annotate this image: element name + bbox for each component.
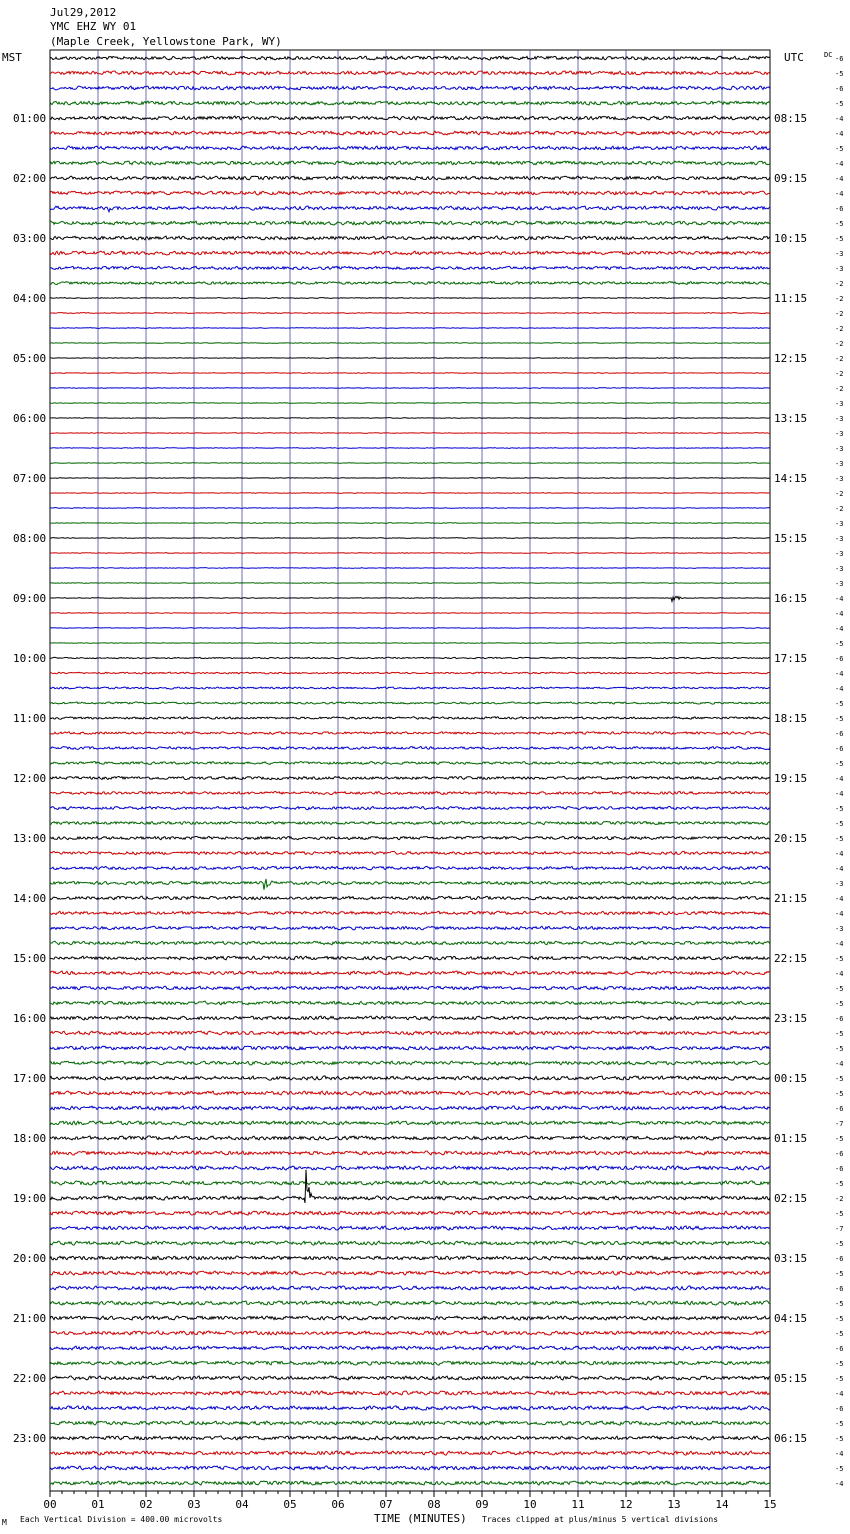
trace-line xyxy=(50,1466,770,1470)
trace-group xyxy=(50,56,770,1485)
x-tick-label: 06 xyxy=(331,1498,345,1511)
dc-offset-label: -2 xyxy=(835,385,844,393)
dc-offset-label: -5 xyxy=(835,1270,844,1278)
dc-offset-labels xyxy=(835,55,843,1488)
dc-offset-label: -4 xyxy=(835,1480,844,1488)
dc-offset-label: -4 xyxy=(835,175,844,183)
trace-line xyxy=(50,657,770,659)
dc-offset-label: -5 xyxy=(835,1360,844,1368)
right-hour-label: 20:15 xyxy=(774,832,808,845)
trace-line xyxy=(50,101,770,105)
trace-line xyxy=(50,1481,770,1485)
dc-offset-label: -5 xyxy=(835,820,844,828)
trace-line xyxy=(50,1151,770,1155)
trace-line xyxy=(50,206,770,212)
trace-line xyxy=(50,1061,770,1065)
right-hour-label: 01:15 xyxy=(774,1132,808,1145)
dc-offset-label: -4 xyxy=(835,625,844,633)
dc-offset-label: -3 xyxy=(835,475,844,483)
dc-offset-label: -3 xyxy=(835,430,844,438)
dc-offset-label: -5 xyxy=(835,1210,844,1218)
trace-line xyxy=(50,1001,770,1005)
trace-line xyxy=(50,478,770,479)
trace-line xyxy=(50,687,770,689)
dc-offset-label: -6 xyxy=(835,1285,844,1293)
trace-line xyxy=(50,116,770,120)
trace-line xyxy=(50,343,770,344)
trace-line xyxy=(50,956,770,960)
left-hour-label: 05:00 xyxy=(13,352,47,365)
trace-line xyxy=(50,986,770,990)
left-hour-label: 23:00 xyxy=(13,1432,47,1445)
left-hour-label: 02:00 xyxy=(13,172,47,185)
dc-offset-label: -4 xyxy=(835,910,844,918)
x-tick-label: 11 xyxy=(571,1498,585,1511)
dc-offset-label: -5 xyxy=(835,1030,844,1038)
record-date: Jul29,2012 xyxy=(50,6,117,19)
trace-line xyxy=(50,643,770,644)
dc-offset-label: -4 xyxy=(835,160,844,168)
trace-line xyxy=(50,1076,770,1080)
dc-offset-label: -6 xyxy=(835,205,844,213)
dc-offset-label: -7 xyxy=(835,1225,844,1233)
trace-line xyxy=(50,1436,770,1440)
right-hour-labels xyxy=(774,112,807,1445)
dc-offset-label: -4 xyxy=(835,850,844,858)
right-hour-label: 08:15 xyxy=(774,112,808,125)
dc-offset-label: -3 xyxy=(835,520,844,528)
left-hour-labels xyxy=(13,112,46,1445)
x-axis xyxy=(43,1491,776,1511)
left-hour-label: 12:00 xyxy=(13,772,47,785)
right-hour-label: 17:15 xyxy=(774,652,808,665)
trace-line xyxy=(50,1106,770,1110)
trace-line xyxy=(50,463,770,464)
dc-offset-label: -4 xyxy=(835,790,844,798)
dc-offset-label: -5 xyxy=(835,1000,844,1008)
right-hour-label: 00:15 xyxy=(774,1072,808,1085)
left-hour-label: 14:00 xyxy=(13,892,47,905)
right-hour-label: 19:15 xyxy=(774,772,808,785)
dc-offset-label: -5 xyxy=(835,1300,844,1308)
dc-offset-label: -5 xyxy=(835,1090,844,1098)
dc-offset-label: -3 xyxy=(835,250,844,258)
trace-line xyxy=(50,508,770,509)
trace-line xyxy=(50,373,770,374)
right-hour-label: 23:15 xyxy=(774,1012,808,1025)
left-hour-label: 19:00 xyxy=(13,1192,47,1205)
trace-line xyxy=(50,1346,770,1350)
dc-offset-label: -4 xyxy=(835,1450,844,1458)
dc-offset-label: -5 xyxy=(835,955,844,963)
dc-offset-label: -3 xyxy=(835,550,844,558)
left-hour-label: 17:00 xyxy=(13,1072,47,1085)
dc-offset-label: -4 xyxy=(835,1390,844,1398)
right-hour-label: 05:15 xyxy=(774,1372,808,1385)
dc-offset-label: -5 xyxy=(835,1315,844,1323)
dc-offset-label: -6 xyxy=(835,85,844,93)
dc-offset-label: -4 xyxy=(835,130,844,138)
trace-line xyxy=(50,1271,770,1275)
trace-line xyxy=(50,1166,770,1170)
trace-line xyxy=(50,328,770,329)
trace-line xyxy=(50,523,770,524)
trace-line xyxy=(50,236,770,240)
right-hour-label: 04:15 xyxy=(774,1312,808,1325)
trace-line xyxy=(50,1256,770,1260)
trace-line xyxy=(50,776,770,779)
x-tick-label: 01 xyxy=(91,1498,105,1511)
dc-offset-label: -3 xyxy=(835,535,844,543)
right-hour-label: 06:15 xyxy=(774,1432,808,1445)
trace-line xyxy=(50,176,770,180)
dc-offset-label: -5 xyxy=(835,700,844,708)
trace-line xyxy=(50,941,770,945)
dc-offset-label: -5 xyxy=(835,1075,844,1083)
trace-line xyxy=(50,1361,770,1365)
dc-offset-label: -4 xyxy=(835,190,844,198)
station-location: (Maple Creek, Yellowstone Park, WY) xyxy=(50,35,282,48)
trace-line xyxy=(50,1016,770,1020)
trace-line xyxy=(50,191,770,195)
trace-line xyxy=(50,791,770,794)
right-hour-label: 12:15 xyxy=(774,352,808,365)
division-scale-note: Each Vertical Division = 400.00 microvolts xyxy=(20,1515,223,1524)
left-hour-label: 18:00 xyxy=(13,1132,47,1145)
right-timezone-label: UTC xyxy=(784,51,804,64)
left-hour-label: 07:00 xyxy=(13,472,47,485)
trace-line xyxy=(50,1391,770,1395)
trace-line xyxy=(50,911,770,915)
trace-line xyxy=(50,613,770,614)
trace-line xyxy=(50,388,770,389)
dc-offset-label: -5 xyxy=(835,70,844,78)
dc-offset-label: -4 xyxy=(835,670,844,678)
x-tick-label: 00 xyxy=(43,1498,57,1511)
dc-offset-label: -5 xyxy=(835,835,844,843)
dc-offset-label: -6 xyxy=(835,1150,844,1158)
dc-offset-label: -5 xyxy=(835,1435,844,1443)
dc-offset-label: -3 xyxy=(835,265,844,273)
trace-line xyxy=(50,447,770,448)
trace-line xyxy=(50,1031,770,1035)
trace-line xyxy=(50,161,770,165)
dc-offset-label: -3 xyxy=(835,565,844,573)
dc-offset-label: -3 xyxy=(835,445,844,453)
station-code: YMC EHZ WY 01 xyxy=(50,20,137,33)
dc-offset-label: -5 xyxy=(835,1180,844,1188)
dc-offset-label: -2 xyxy=(835,1195,844,1203)
trace-line xyxy=(50,1331,770,1335)
chart-grid xyxy=(50,50,770,1491)
right-hour-label: 15:15 xyxy=(774,532,808,545)
dc-offset-label: -3 xyxy=(835,400,844,408)
trace-line xyxy=(50,1421,770,1425)
trace-line xyxy=(50,836,770,839)
left-hour-label: 01:00 xyxy=(13,112,47,125)
trace-line xyxy=(50,762,770,765)
dc-offset-label: -3 xyxy=(835,925,844,933)
x-tick-label: 09 xyxy=(475,1498,489,1511)
left-hour-label: 11:00 xyxy=(13,712,47,725)
left-hour-label: 13:00 xyxy=(13,832,47,845)
trace-line xyxy=(50,538,770,539)
trace-line xyxy=(50,896,770,900)
dc-offset-label: -3 xyxy=(835,880,844,888)
dc-offset-label: -4 xyxy=(835,865,844,873)
right-hour-label: 11:15 xyxy=(774,292,808,305)
trace-line xyxy=(50,418,770,419)
dc-offset-label: -6 xyxy=(835,655,844,663)
trace-line xyxy=(50,596,770,601)
right-hour-label: 18:15 xyxy=(774,712,808,725)
dc-offset-label: -3 xyxy=(835,460,844,468)
trace-line xyxy=(50,926,770,930)
right-hour-label: 03:15 xyxy=(774,1252,808,1265)
trace-line xyxy=(50,56,770,60)
plot-frame xyxy=(50,50,770,1491)
trace-line xyxy=(50,1170,770,1203)
dc-offset-label: -2 xyxy=(835,490,844,498)
trace-line xyxy=(50,866,770,870)
dc-offset-label: -2 xyxy=(835,355,844,363)
dc-offset-label: -5 xyxy=(835,1135,844,1143)
dc-offset-label: -3 xyxy=(835,580,844,588)
trace-line xyxy=(50,1181,770,1185)
trace-line xyxy=(50,821,770,824)
left-timezone-label: MST xyxy=(2,51,22,64)
trace-line xyxy=(50,298,770,299)
trace-line xyxy=(50,86,770,90)
dc-offset-label: -5 xyxy=(835,100,844,108)
dc-offset-label: -6 xyxy=(835,1015,844,1023)
left-hour-label: 10:00 xyxy=(13,652,47,665)
dc-offset-label: -4 xyxy=(835,685,844,693)
left-hour-label: 06:00 xyxy=(13,412,47,425)
dc-offset-label: -6 xyxy=(835,1165,844,1173)
dc-offset-label: -5 xyxy=(835,760,844,768)
trace-line xyxy=(50,1286,770,1290)
dc-offset-label: -4 xyxy=(835,610,844,618)
x-tick-label: 10 xyxy=(523,1498,537,1511)
dc-offset-label: -2 xyxy=(835,340,844,348)
dc-offset-label: -5 xyxy=(835,235,844,243)
dc-offset-label: -6 xyxy=(835,1405,844,1413)
dc-offset-label: -4 xyxy=(835,595,844,603)
dc-offset-label: -5 xyxy=(835,1420,844,1428)
x-tick-label: 07 xyxy=(379,1498,393,1511)
trace-line xyxy=(50,1451,770,1455)
right-hour-label: 14:15 xyxy=(774,472,808,485)
dc-offset-label: -4 xyxy=(835,970,844,978)
trace-line xyxy=(50,1406,770,1410)
dc-offset-label: -5 xyxy=(835,640,844,648)
trace-line xyxy=(50,628,770,629)
trace-line xyxy=(50,493,770,494)
trace-line xyxy=(50,1316,770,1320)
dc-offset-label: -5 xyxy=(835,715,844,723)
dc-offset-label: -5 xyxy=(835,1375,844,1383)
dc-offset-label: -5 xyxy=(835,805,844,813)
dc-offset-label: -5 xyxy=(835,1465,844,1473)
dc-offset-label: -2 xyxy=(835,505,844,513)
dc-offset-label: -6 xyxy=(835,1105,844,1113)
trace-line xyxy=(50,1121,770,1125)
trace-line xyxy=(50,971,770,975)
trace-line xyxy=(50,568,770,569)
left-hour-label: 20:00 xyxy=(13,1252,47,1265)
dc-offset-label: -6 xyxy=(835,55,844,63)
trace-line xyxy=(50,702,770,704)
left-hour-label: 04:00 xyxy=(13,292,47,305)
dc-offset-label: -6 xyxy=(835,730,844,738)
trace-line xyxy=(50,1241,770,1245)
right-hour-label: 02:15 xyxy=(774,1192,808,1205)
left-hour-label: 08:00 xyxy=(13,532,47,545)
x-tick-label: 13 xyxy=(667,1498,681,1511)
trace-line xyxy=(50,553,770,554)
x-tick-label: 05 xyxy=(283,1498,297,1511)
right-hour-label: 10:15 xyxy=(774,232,808,245)
left-hour-label: 16:00 xyxy=(13,1012,47,1025)
x-axis-title: TIME (MINUTES) xyxy=(374,1512,467,1525)
dc-offset-label: -7 xyxy=(835,1120,844,1128)
x-tick-label: 08 xyxy=(427,1498,441,1511)
trace-line xyxy=(50,282,770,285)
corner-mark: M xyxy=(2,1518,7,1527)
trace-line xyxy=(50,146,770,150)
dc-offset-label: -5 xyxy=(835,1240,844,1248)
dc-offset-label: -4 xyxy=(835,775,844,783)
right-hour-label: 21:15 xyxy=(774,892,808,905)
trace-line xyxy=(50,221,770,225)
trace-line xyxy=(50,1211,770,1215)
left-hour-label: 21:00 xyxy=(13,1312,47,1325)
x-tick-label: 02 xyxy=(139,1498,153,1511)
right-hour-label: 09:15 xyxy=(774,172,808,185)
trace-line xyxy=(50,403,770,404)
trace-line xyxy=(50,879,770,890)
left-hour-label: 03:00 xyxy=(13,232,47,245)
trace-line xyxy=(50,806,770,809)
trace-line xyxy=(50,1301,770,1305)
dc-offset-label: -4 xyxy=(835,1060,844,1068)
dc-offset-label: -5 xyxy=(835,985,844,993)
trace-line xyxy=(50,746,770,749)
dc-offset-label: -5 xyxy=(835,145,844,153)
left-hour-label: 22:00 xyxy=(13,1372,47,1385)
x-tick-label: 15 xyxy=(763,1498,777,1511)
trace-line xyxy=(50,717,770,719)
dc-offset-label: -4 xyxy=(835,940,844,948)
dc-header-label: DC xyxy=(824,51,833,59)
dc-offset-label: -6 xyxy=(835,1345,844,1353)
left-hour-label: 15:00 xyxy=(13,952,47,965)
dc-offset-label: -6 xyxy=(835,1255,844,1263)
x-tick-label: 04 xyxy=(235,1498,249,1511)
dc-offset-label: -2 xyxy=(835,295,844,303)
dc-offset-label: -2 xyxy=(835,325,844,333)
trace-line xyxy=(50,1226,770,1230)
dc-offset-label: -3 xyxy=(835,415,844,423)
x-tick-label: 14 xyxy=(715,1498,729,1511)
trace-line xyxy=(50,1376,770,1380)
trace-line xyxy=(50,131,770,135)
dc-offset-label: -6 xyxy=(835,745,844,753)
trace-line xyxy=(50,732,770,735)
trace-line xyxy=(50,433,770,434)
trace-line xyxy=(50,851,770,854)
trace-line xyxy=(50,251,770,255)
dc-offset-label: -5 xyxy=(835,1330,844,1338)
x-tick-label: 12 xyxy=(619,1498,633,1511)
trace-line xyxy=(50,71,770,75)
trace-line xyxy=(50,672,770,674)
trace-line xyxy=(50,313,770,314)
dc-offset-label: -2 xyxy=(835,280,844,288)
left-hour-label: 09:00 xyxy=(13,592,47,605)
clip-note: Traces clipped at plus/minus 5 vertical divisions xyxy=(482,1515,719,1524)
dc-offset-label: -4 xyxy=(835,895,844,903)
dc-offset-label: -5 xyxy=(835,220,844,228)
right-hour-label: 16:15 xyxy=(774,592,808,605)
trace-line xyxy=(50,1136,770,1140)
trace-line xyxy=(50,1046,770,1050)
right-hour-label: 22:15 xyxy=(774,952,808,965)
dc-offset-label: -2 xyxy=(835,370,844,378)
trace-line xyxy=(50,266,770,269)
trace-line xyxy=(50,583,770,584)
dc-offset-label: -5 xyxy=(835,1045,844,1053)
right-hour-label: 13:15 xyxy=(774,412,808,425)
dc-offset-label: -4 xyxy=(835,115,844,123)
trace-line xyxy=(50,1091,770,1095)
dc-offset-label: -2 xyxy=(835,310,844,318)
trace-line xyxy=(50,358,770,359)
x-tick-label: 03 xyxy=(187,1498,201,1511)
